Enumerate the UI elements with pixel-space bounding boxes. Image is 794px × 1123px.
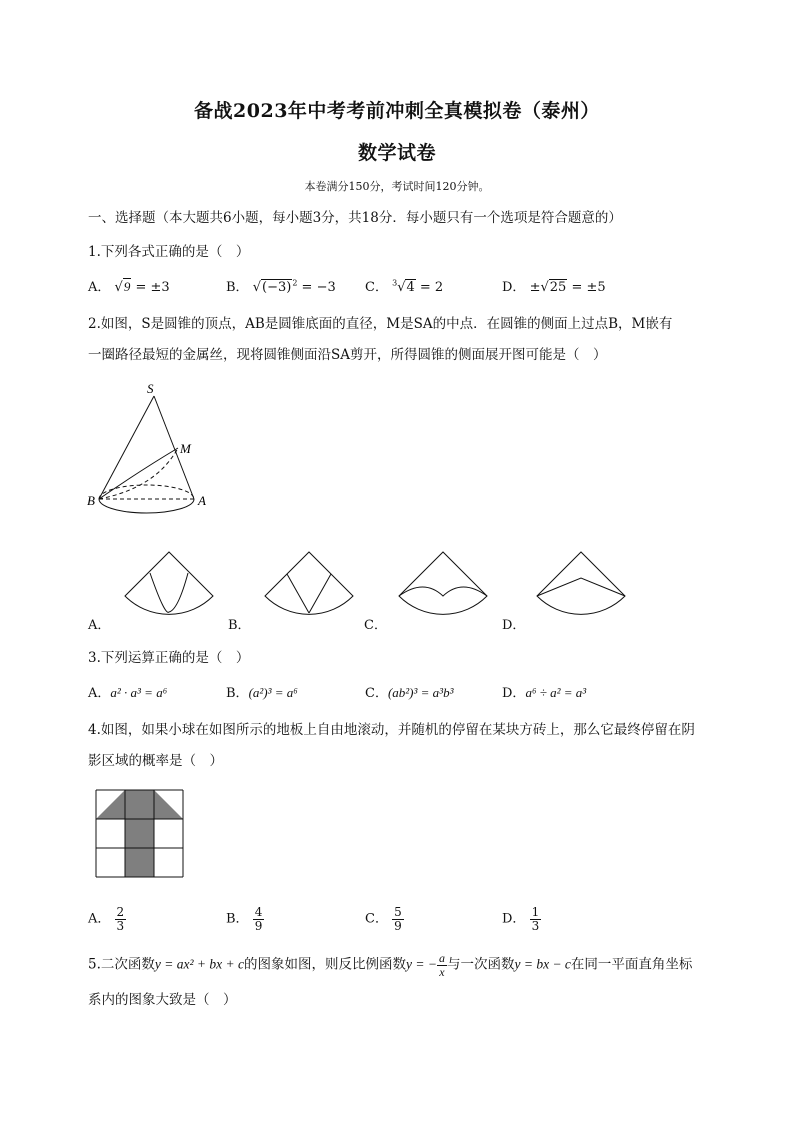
- option-label: A．: [88, 911, 111, 927]
- fraction: $\frac{1}{3}$: [531, 905, 540, 933]
- fraction: $\frac{4}{9}$: [254, 905, 263, 933]
- label-a: A: [198, 493, 206, 508]
- exam-note: 本卷满分150分，考试时间120分钟。: [304, 180, 490, 193]
- q5-line2: 系内的图象大致是（ ）: [88, 992, 237, 1008]
- q4-option-d[interactable]: [502, 906, 541, 932]
- q1-stem: 1.下列各式正确的是（ ）: [88, 244, 250, 260]
- option-label: C．: [365, 911, 388, 927]
- option-label: D．: [502, 686, 526, 701]
- quadratic-expr: y = ax² + bx + c: [154, 956, 244, 972]
- q4-option-c[interactable]: [365, 906, 404, 932]
- q3-option-c[interactable]: [365, 682, 453, 701]
- q2-option-c[interactable]: C．: [364, 618, 387, 633]
- q3-option-d[interactable]: [502, 682, 586, 701]
- fraction: $\frac{a}{x}$: [438, 951, 445, 979]
- expr-rest: = ±3: [131, 280, 170, 295]
- section-heading: 一、选择题（本大题共6小题，每小题3分，共18分．每小题只有一个选项是符合题意的）: [88, 210, 622, 226]
- label-m: M: [180, 441, 191, 456]
- root-index: 3: [392, 278, 398, 288]
- cone-base-back: [99, 485, 194, 499]
- q5-line1: 5.二次函数y = ax² + bx + c的图象如图，则反比例函数y = − $\frac{a}{x}$ 与一次函数y = bx − c在同一平面直角坐标: [88, 951, 693, 979]
- q4-option-a[interactable]: [88, 906, 126, 932]
- option-label: D．: [502, 911, 526, 927]
- floor-tile-figure: [94, 788, 186, 880]
- option-label: A．: [88, 686, 111, 701]
- expr-rest: = ±5: [567, 280, 606, 295]
- radical-sign: √: [397, 280, 406, 295]
- expr: (a²)³ = a⁶: [248, 685, 298, 700]
- q2-option-d[interactable]: D．: [502, 618, 526, 633]
- q2-line2: 一圈路径最短的金属丝，现将圆锥侧面沿SA剪开，所得圆锥的侧面展开图可能是（ ）: [88, 347, 607, 363]
- cone-base-front: [99, 499, 194, 513]
- q2-option-a[interactable]: A．: [88, 618, 111, 633]
- q1-option-b[interactable]: [226, 276, 336, 295]
- q4-option-b[interactable]: [226, 906, 264, 932]
- label-b: B: [87, 493, 95, 508]
- inverse-expr: y = −: [406, 956, 437, 972]
- cone-edge-left: [99, 396, 154, 499]
- option-label: B．: [226, 686, 249, 701]
- radical-sign: √: [114, 280, 123, 295]
- radicand: 25: [549, 280, 567, 295]
- option-label: C．: [365, 686, 388, 701]
- q1-option-a[interactable]: [88, 276, 170, 295]
- option-label: B．: [226, 911, 249, 927]
- q2-line1: 2.如图，S是圆锥的顶点，AB是圆锥底面的直径，M是SA的中点．在圆锥的侧面上过点B，M嵌有: [88, 316, 673, 332]
- radical-sign: √: [540, 280, 549, 295]
- exponent: 2: [292, 278, 298, 288]
- expr-rest: = −3: [297, 280, 336, 295]
- label-s: S: [147, 381, 154, 396]
- radical-sign: √: [252, 280, 261, 295]
- expr-prefix: ±: [529, 280, 541, 295]
- shaded-arrow: [96, 790, 183, 877]
- wire-front: [99, 448, 178, 499]
- expr-rest: = 2: [415, 280, 444, 295]
- cone-figure: [86, 378, 216, 523]
- option-label: A．: [88, 280, 111, 295]
- fraction: $\frac{2}{3}$: [116, 905, 125, 933]
- q2-sector-b[interactable]: [260, 548, 360, 618]
- option-label: D．: [502, 280, 526, 295]
- q2-sector-c[interactable]: [394, 548, 494, 618]
- q3-option-a[interactable]: [88, 682, 167, 701]
- radicand: 9: [123, 279, 131, 294]
- q1-option-c[interactable]: [365, 276, 443, 295]
- page-title: 备战2023年中考考前冲刺全真模拟卷（泰州）: [194, 100, 600, 122]
- option-label: B．: [226, 280, 249, 295]
- page-subtitle: 数学试卷: [357, 142, 436, 164]
- expr: a⁶ ÷ a² = a³: [525, 685, 587, 700]
- q3-stem: 3.下列运算正确的是（ ）: [88, 650, 250, 666]
- expr: a² · a³ = a⁶: [110, 685, 168, 700]
- q4-line1: 4.如图，如果小球在如图所示的地板上自由地滚动，并随机的停留在某块方砖上，那么它最终停留在阴: [88, 722, 695, 738]
- linear-expr: y = bx − c: [514, 956, 571, 972]
- q2-sector-d[interactable]: [532, 548, 632, 618]
- radicand: 4: [406, 280, 415, 295]
- option-label: C．: [365, 280, 388, 295]
- q3-option-b[interactable]: [226, 682, 298, 701]
- q4-line2: 影区域的概率是（ ）: [88, 753, 223, 769]
- q2-sector-a[interactable]: [120, 548, 220, 618]
- q1-option-d[interactable]: [502, 276, 606, 295]
- radicand: (−3): [262, 280, 292, 295]
- q2-option-b[interactable]: B．: [228, 618, 251, 633]
- fraction: $\frac{5}{9}$: [394, 905, 402, 933]
- expr: (ab²)³ = a³b³: [387, 685, 454, 700]
